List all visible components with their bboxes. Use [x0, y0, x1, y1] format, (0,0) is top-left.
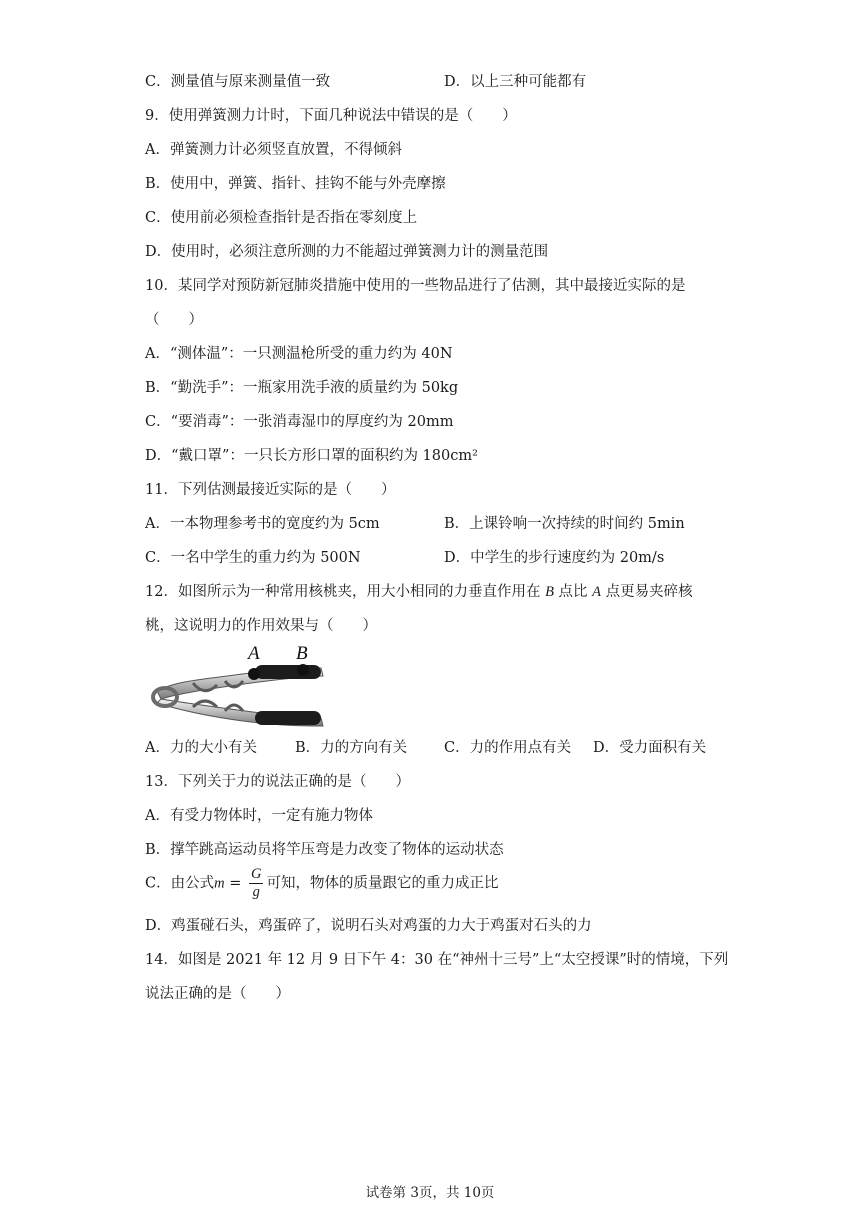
point-a-marker [248, 668, 260, 680]
q8-option-c: C．测量值与原来测量值一致 [145, 74, 331, 90]
q12-point-a: A [592, 584, 601, 600]
q12-stem [145, 582, 693, 602]
q12-option-d: D．受力面积有关 [593, 740, 707, 756]
formula-mass: m [214, 875, 225, 892]
q12-stem-part2: 点比 [553, 584, 593, 600]
figure-label-b: B [296, 643, 308, 664]
q8-option-d: D．以上三种可能都有 [444, 74, 587, 90]
q9-option-d: D．使用时，必须注意所测的力不能超过弹簧测力计的测量范围 [145, 244, 549, 260]
q12-option-c: C．力的作用点有关 [444, 740, 572, 756]
point-b-marker [297, 664, 309, 676]
upper-grip [255, 665, 321, 679]
q13-option-d: D．鸡蛋碰石头，鸡蛋碎了，说明石头对鸡蛋的力大于鸡蛋对石头的力 [145, 918, 592, 934]
q14-stem: 14．如图是 2021 年 12 月 9 日下午 4：30 在“神州十三号”上“太空授课”时的情境，下列 [145, 952, 729, 968]
q11-stem: 11．下列估测最接近实际的是（ ） [145, 482, 396, 498]
q12-point-b: B [545, 584, 554, 600]
lower-grip [255, 711, 321, 725]
q10-option-b: B．“勤洗手”：一瓶家用洗手液的质量约为 50kg [145, 380, 459, 396]
page-footer: 试卷第 3页，共 10页 [365, 1185, 495, 1201]
q11-option-b: B．上课铃响一次持续的时间约 5min [444, 516, 685, 532]
formula-fraction [249, 866, 263, 901]
q10-stem-bracket: （ ） [145, 312, 203, 328]
q12-option-a: A．力的大小有关 [145, 740, 257, 756]
q9-option-a: A．弹簧测力计必须竖直放置，不得倾斜 [145, 142, 402, 158]
formula-numerator: G [250, 866, 262, 882]
q14-stem-line2: 说法正确的是（ ） [145, 986, 290, 1002]
formula-equals: = [224, 875, 246, 892]
figure-label-a: A [248, 643, 260, 664]
q12-stem-part1: 12．如图所示为一种常用核桃夹，用大小相同的力垂直作用在 [145, 584, 546, 600]
q13-option-b: B．撑竿跳高运动员将竿压弯是力改变了物体的运动状态 [145, 842, 504, 858]
nutcracker-figure [145, 641, 330, 729]
q11-option-a: A．一本物理参考书的宽度约为 5cm [145, 516, 380, 532]
q13-option-c [145, 866, 498, 901]
q12-option-b: B．力的方向有关 [295, 740, 408, 756]
q10-option-c: C．“要消毒”：一张消毒湿巾的厚度约为 20mm [145, 414, 454, 430]
q12-stem-line2: 桃，这说明力的作用效果与（ ） [145, 618, 377, 634]
q9-option-c: C．使用前必须检查指针是否指在零刻度上 [145, 210, 418, 226]
formula-denominator: g [252, 884, 260, 900]
q12-stem-part3: 点更易夹碎核 [601, 584, 693, 600]
q11-option-d: D．中学生的步行速度约为 20m/s [444, 550, 665, 566]
q9-option-b: B．使用中，弹簧、指针、挂钩不能与外壳摩擦 [145, 176, 446, 192]
q10-stem: 10．某同学对预防新冠肺炎措施中使用的一些物品进行了估测，其中最接近实际的是 [145, 278, 686, 294]
q13-stem: 13．下列关于力的说法正确的是（ ） [145, 774, 410, 790]
q13-option-c-suffix: 可知，物体的质量跟它的重力成正比 [266, 875, 499, 892]
q13-option-a: A．有受力物体时，一定有施力物体 [145, 808, 373, 824]
q13-option-c-prefix: C．由公式 [145, 875, 215, 892]
q11-option-c: C．一名中学生的重力约为 500N [145, 550, 361, 566]
q10-option-a: A．“测体温”：一只测温枪所受的重力约为 40N [145, 346, 453, 362]
q10-option-d: D．“戴口罩”：一只长方形口罩的面积约为 180cm² [145, 448, 478, 464]
q9-stem: 9．使用弹簧测力计时，下面几种说法中错误的是（ ） [145, 108, 517, 124]
